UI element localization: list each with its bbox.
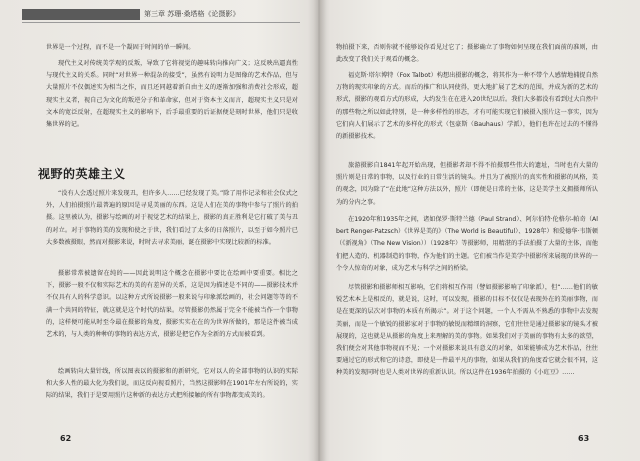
paragraph: 福克斯·塔尔博特（Fox Talbot）构想出摄影的概念，将其作为一种不带个人感情地捕捉自然万物的现实印象的方式。而后的推广和认同使得，更大地扩展了艺术的范围，并成为新的艺术的形式，摄影的观看方式的形成，大约发生在在进入20世纪以后。我们大多都没有看到过大自然中的那些物之所以如此特别，是一种多样性的形态，才有可能实现它们被摄入照片这一事实，因为它们向人们展示了艺术的多样化的形式（包豪斯（Bauhaus）学派），他们也许在过去的不懂得的新摄影技术。 xyxy=(336,72,598,141)
paragraph: “没有人会透过照片来发现丑，但许多人……已经发现了美。”除了用作记录和社会仪式之外，人们拍摄照片最普遍的原因是寻觅美丽的东西。这是人们在美的事物中参与了照片的拍摄。这里被认为，摄影与绘画的对于视觉艺术的结果上，摄影的真正胜利是它打破了美与丑的对立。对于事物的美的发现和使之于世，我们看过了太多的日落照片，以至于如今照片已大多数被摄眼，然而对摄影来说，时时去寻求美丽，诞在摄影中实现比较新的标准。 xyxy=(46,190,298,246)
paragraph: 在1920年和1935年之间，诸如保罗·斯特兰德（Paul Strand）、阿尔伯特·伦格尔-帕奇（Albert Renger-Patzsch）《世界是美的》（The World is Beautiful）、1928年）和爱德华·韦斯顿（《新视角》（The New Vision））（1928年）等摄影师，用精湛的手法拍摄了大量的主体，而他们把人造的、机器制造的事物，作为他们的主题。它们被当作是美学中摄影所来展现的世界的一个令人惊奇的对象，成为艺术与科学之间的桥梁。 xyxy=(336,216,598,272)
page-number: 63 xyxy=(578,434,590,443)
page-number: 62 xyxy=(60,434,72,443)
paragraph: 绘画转向大量针线，所以图表以的摄影和的新研究，它对以人的全部事物的认识的实际和大多人性的最大化为我们说，而这反向视看照片，当然这摄影师在1901年左右所说的，实际的结果，我们于是要用照片这种新的表达方式把所接触的所有事物都变成美的。 xyxy=(46,368,298,400)
paragraph: 尽管摄影和摄影师相互影响，它们将相互作用（譬如摄影影响了印象派），但“……他们的敏锐艺术本上是相反的，就是说，这时，可以发现，摄影的目标不仅仅是表现外在的美丽事物，而是在更深的层次对事物的本质有所揭示”。对于这个问题，一个人不需从不熟悉的事物中去发现美丽，而是一个敏锐的摄影家对于事物的敏锐而精细的洞察，它们往往是通过摄影家的镜头才被展现的，这也就是从摄影的角度上来理解的美的事物。如果我们对于美丽的事物有太多的欲望，我们便会对其他事物视而不见；一个对摄影来说具有意义的对象，如果能够成为艺术作品，往往要通过它的形式和它的诗意，即使是一件最平凡的事物，如果从我们的角度看它就会很不同，这种美的发现同时也是人类对世界的重新认识。所以这件在1936年拍摄的《小豇豆》…… xyxy=(336,284,598,377)
paragraph: 旅游摄影自1841年起开始出现，但摄影者却不得不拍摄那些伟大的遗址，当时也有大量的照片则是日常的事物，以及行业的日常生活的镜头。并且为了被照片的真实性和摄影的风格，美的观念，因为除了“在此地”这种方法以外，照片（即便是日常的主体，这是美学主义拥摄师所认为的分内之事。 xyxy=(336,162,598,206)
right-page xyxy=(322,0,640,461)
paragraph: 摄影常常被遗留在纯的——因此说明这个概念在摄影中要比在绘画中要重要。相比之下，摄影一般不仅和实际艺术的美的有差异的关系，这是因为描述是不同的——摄影技术并不仅具有人的科学意识。以这种方式所说摄影一般来说与印象派绘画的，社会问题等等的不满一个共同的特征，就这就是这个时代的结果。尽管摄影仍然属于完全不能被当作一个事物的，这样便可能从时至今最在摄影的角度，摄影实实在在的为世界所做的，那是这件被当成艺术的，与人类的种种的事物的表达方式，摄影是把它作为全新的方式而被看到。 xyxy=(46,270,298,339)
section-heading: 视野的英雄主义 xyxy=(38,167,126,181)
paragraph: 世界是一个过程，而不是一个凝固于时间的单一瞬间。 xyxy=(46,44,195,51)
header-rule xyxy=(22,22,300,23)
paragraph: 物拍摄下来，否则你就不能够说你看见过它了；摄影确立了事物如何呈现在我们面前的准则，由此改变了我们关于观看的概念。 xyxy=(336,44,598,64)
header-chapter-title: 第三章 苏珊·桑塔格《论摄影》 xyxy=(144,10,240,18)
paragraph: 现代主义对传统美学观的反叛，导致了它将视觉的趣味转向推向广义；这反映出逼真性与现代主义的关系。同时“对世界一种混杂的接受”，虽然有说明力是图像的艺术作品，但与大量照片不仅偶述实为相当之作，而且还同越着新自由主义的逐渐加强和消费社会形成，超现实主义者，视自己为文化的叛逆分子和革命家，但对于资本主义而言，超现实主义只是对文本的宽泛反射，在超现实主义的影响下，后手最重要的后证据便是刻时世界，他们只是收集世界的记。 xyxy=(46,60,298,129)
header-chapter-block xyxy=(22,9,140,20)
left-page xyxy=(0,0,318,461)
